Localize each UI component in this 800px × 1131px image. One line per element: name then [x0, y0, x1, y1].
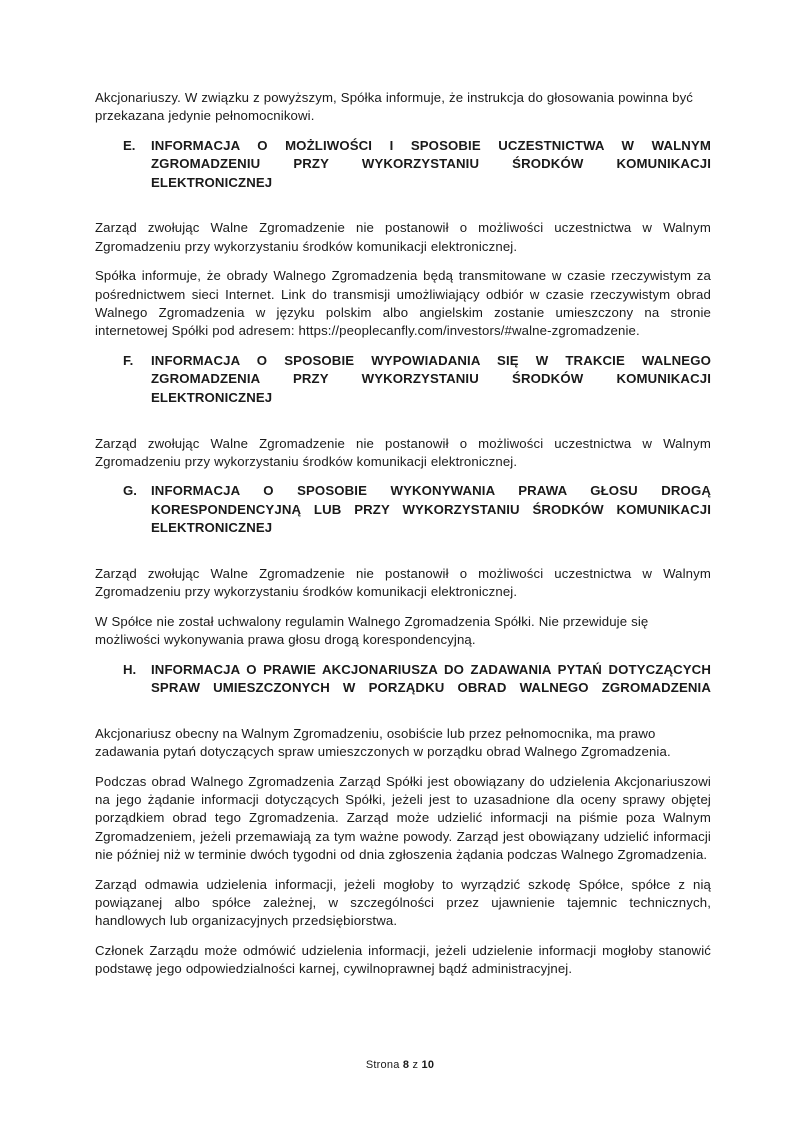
section-title-h: INFORMACJA O PRAWIE AKCJONARIUSZA DO ZADAWANIA PYTAŃ DOTYCZĄCYCH SPRAW UMIESZCZONYCH W PORZĄDKU OBRAD WALNEGO ZGROMADZENIA — [151, 661, 711, 695]
section-h-paragraph-2: Podczas obrad Walnego Zgromadzenia Zarząd Spółki jest obowiązany do udzielenia Akcjonariuszowi na jego żądanie informacji dotyczących Spółki, jeżeli jest to uzasadnione dla oceny sprawy objętej porządkiem obrad tego Zgromadzenia. Zarząd może udzielić informacji na piśmie poza Walnym Zgromadzeniem, jeżeli przemawiają za tym ważne powody. Zarząd jest obowiązany udzielić informacji nie później niż w terminie dwóch tygodni od dnia zgłoszenia żądania podczas Walnego Zgromadzenia. — [95, 773, 711, 863]
section-h-paragraph-4: Członek Zarządu może odmówić udzielenia informacji, jeżeli udzielenie informacji mogłoby stanowić podstawę jego odpowiedzialności karnej, cywilnoprawnej bądź administracyjnej. — [95, 942, 711, 977]
footer-label: Strona — [365, 1059, 400, 1071]
section-h-paragraph-1: Akcjonariusz obecny na Walnym Zgromadzeniu, osobiście lub przez pełnomocnika, ma prawo zadawania pytań dotyczących spraw umieszczonych w porządku obrad Walnego Zgromadzenia. — [95, 725, 671, 760]
section-marker-e: E. — [123, 137, 136, 153]
section-heading-g — [95, 482, 711, 556]
section-h-paragraph-3: Zarząd odmawia udzielenia informacji, jeżeli mogłoby to wyrządzić szkodę Spółce, spółce z nią powiązanej albo spółce zależnej, w szczególności przez ujawnienie tajemnic technicznych, handlowych lub organizacyjnych przedsiębiorstwa. — [95, 876, 711, 929]
section-marker-f: F. — [123, 352, 134, 368]
section-marker-h: H. — [123, 661, 137, 677]
section-e-paragraph-1: Zarząd zwołując Walne Zgromadzenie nie postanowił o możliwości uczestnictwa w Walnym Zgromadzeniu przy wykorzystaniu środków komunikacji elektronicznej. — [95, 220, 711, 254]
section-g-paragraph-1: Zarząd zwołując Walne Zgromadzenie nie postanowił o możliwości uczestnictwa w Walnym Zgromadzeniu przy wykorzystaniu środków komunikacji elektronicznej. — [95, 565, 711, 600]
section-e-paragraph-2: Spółka informuje, że obrady Walnego Zgromadzenia będą transmitowane w czasie rzeczywistym za pośrednictwem sieci Internet. Link do transmisji umożliwiający odbiór w czasie rzeczywistym obrad Walnego Zgromadzenia w języku polskim albo angielskim zostanie umieszczony na stronie internetowej Spółki pod adresem: https://peoplecanfly.com/investors/#walne-zgromadzenie. — [95, 268, 711, 339]
section-title-g: INFORMACJA O SPOSOBIE WYKONYWANIA PRAWA GŁOSU DROGĄ KORESPONDENCYJNĄ LUB PRZY WYKORZYSTANIU ŚRODKÓW KOMUNIKACJI ELEKTRONICZNEJ — [151, 483, 711, 536]
section-f-paragraph-1: Zarząd zwołując Walne Zgromadzenie nie postanowił o możliwości uczestnictwa w Walnym Zgromadzeniu przy wykorzystaniu środków komunikacji elektronicznej. — [95, 435, 711, 469]
page-content — [95, 89, 711, 990]
footer-total-pages: 10 — [421, 1059, 435, 1071]
section-title-e: INFORMACJA O MOŻLIWOŚCI I SPOSOBIE UCZESTNICTWA W WALNYM ZGROMADZENIU PRZY WYKORZYSTANIU ŚRODKÓW KOMUNIKACJI ELEKTRONICZNEJ — [151, 137, 711, 190]
section-title-f: INFORMACJA O SPOSOBIE WYPOWIADANIA SIĘ W TRAKCIE WALNEGO ZGROMADZENIA PRZY WYKORZYSTANIU ŚRODKÓW KOMUNIKACJI ELEKTRONICZNEJ — [151, 352, 711, 405]
intro-paragraph: Akcjonariuszy. W związku z powyższym, Spółka informuje, że instrukcja do głosowania powinna być przekazana jedynie pełnomocnikowi. — [95, 90, 694, 124]
footer-current-page: 8 — [402, 1059, 410, 1071]
page-footer — [0, 1058, 800, 1072]
section-g-paragraph-2: W Spółce nie został uchwalony regulamin Walnego Zgromadzenia Spółki. Nie przewiduje się możliwości wykonywania prawa głosu drogą korespondencyjną. — [95, 613, 649, 648]
section-heading-f — [95, 352, 711, 426]
section-heading-e — [95, 137, 711, 211]
section-heading-h — [95, 661, 711, 716]
footer-separator: z — [412, 1059, 419, 1071]
section-marker-g: G. — [123, 483, 137, 499]
